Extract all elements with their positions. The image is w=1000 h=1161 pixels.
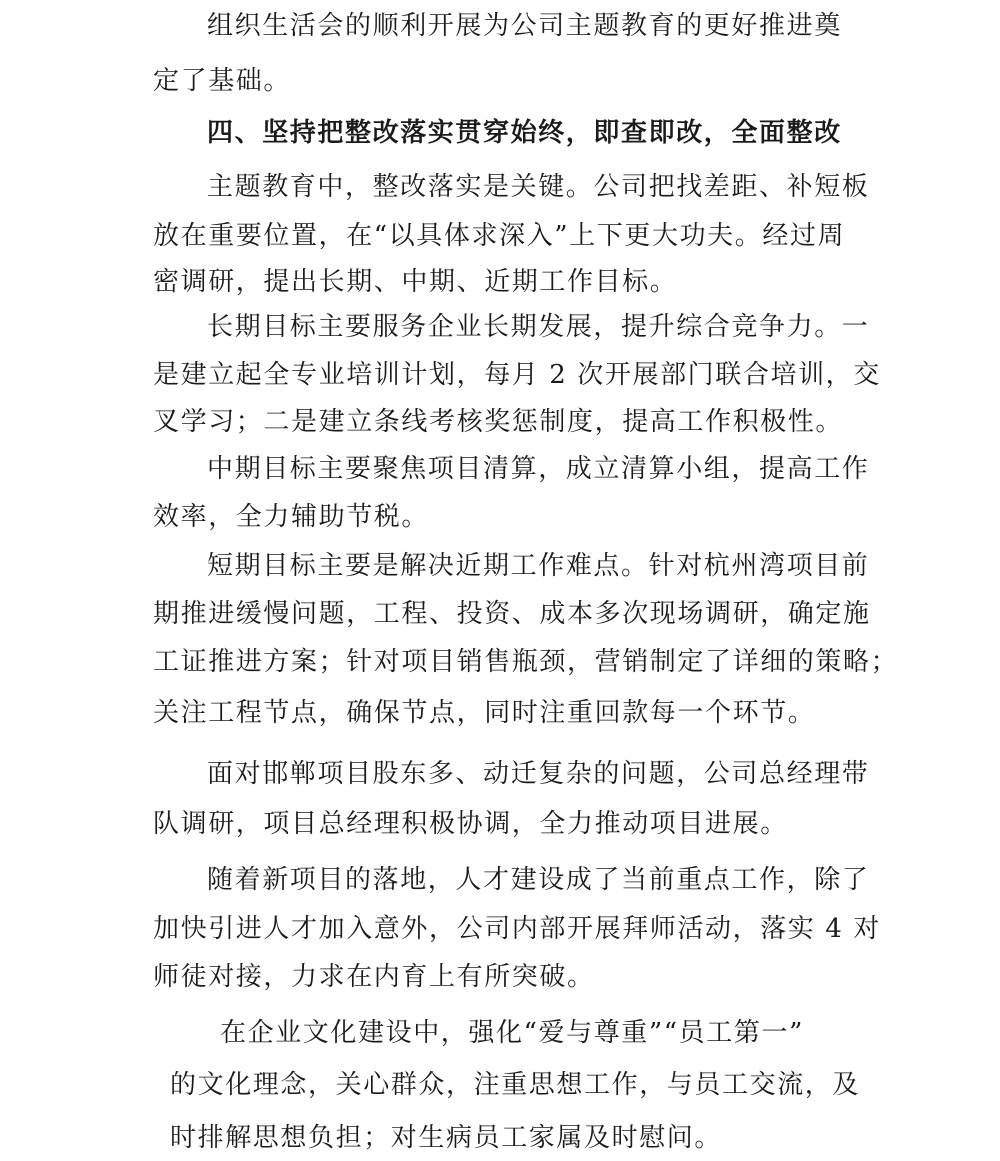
text-line: 短期目标主要是解决近期工作难点。针对杭州湾项目前 [207,551,870,581]
text-line: 面对邯郸项目股东多、动迁复杂的问题，公司总经理带 [207,759,870,789]
text-line: 长期目标主要服务企业长期发展，提升综合竞争力。一 [207,312,870,342]
text-line: 师徒对接，力求在内育上有所突破。 [153,962,595,992]
text-line: 主题教育中，整改落实是关键。公司把找差距、补短板 [207,172,870,202]
text-line: 加快引进人才加入意外，公司内部开展拜师活动，落实 4 对 [153,914,881,944]
text-line: 队调研，项目总经理积极协调，全力推动项目进展。 [153,809,788,839]
text-line: 随着新项目的落地，人才建设成了当前重点工作，除了 [207,865,870,895]
text-line: 组织生活会的顺利开展为公司主题教育的更好推进奠 [207,11,842,41]
text-line: 是建立起全专业培训计划，每月 2 次开展部门联合培训，交 [153,360,881,390]
text-line: 叉学习；二是建立条线考核奖惩制度，提高工作积极性。 [153,407,844,437]
text-line: 的文化理念，关心群众，注重思想工作，与员工交流，及 [170,1070,861,1100]
text-line: 关注工程节点，确保节点，同时注重回款每一个环节。 [153,698,816,728]
text-line: 效率，全力辅助节税。 [153,502,430,532]
text-line: 工证推进方案；针对项目销售瓶颈，营销制定了详细的策略； [153,647,899,677]
text-line: 定了基础。 [153,66,292,96]
text-line: 密调研，提出长期、中期、近期工作目标。 [153,267,678,297]
text-line: 期推进缓慢问题，工程、投资、成本多次现场调研，确定施 [153,599,871,629]
text-line: 中期目标主要聚焦项目清算，成立清算小组，提高工作 [207,454,870,484]
text-line: 在企业文化建设中，强化“爱与尊重”“员工第一” [220,1018,804,1048]
text-line: 放在重要位置，在“以具体求深入”上下更大功夫。经过周 [153,221,846,251]
text-line: 时排解思想负担；对生病员工家属及时慰问。 [170,1123,723,1153]
section-heading: 四、坚持把整改落实贯穿始终，即查即改，全面整改 [207,118,842,148]
